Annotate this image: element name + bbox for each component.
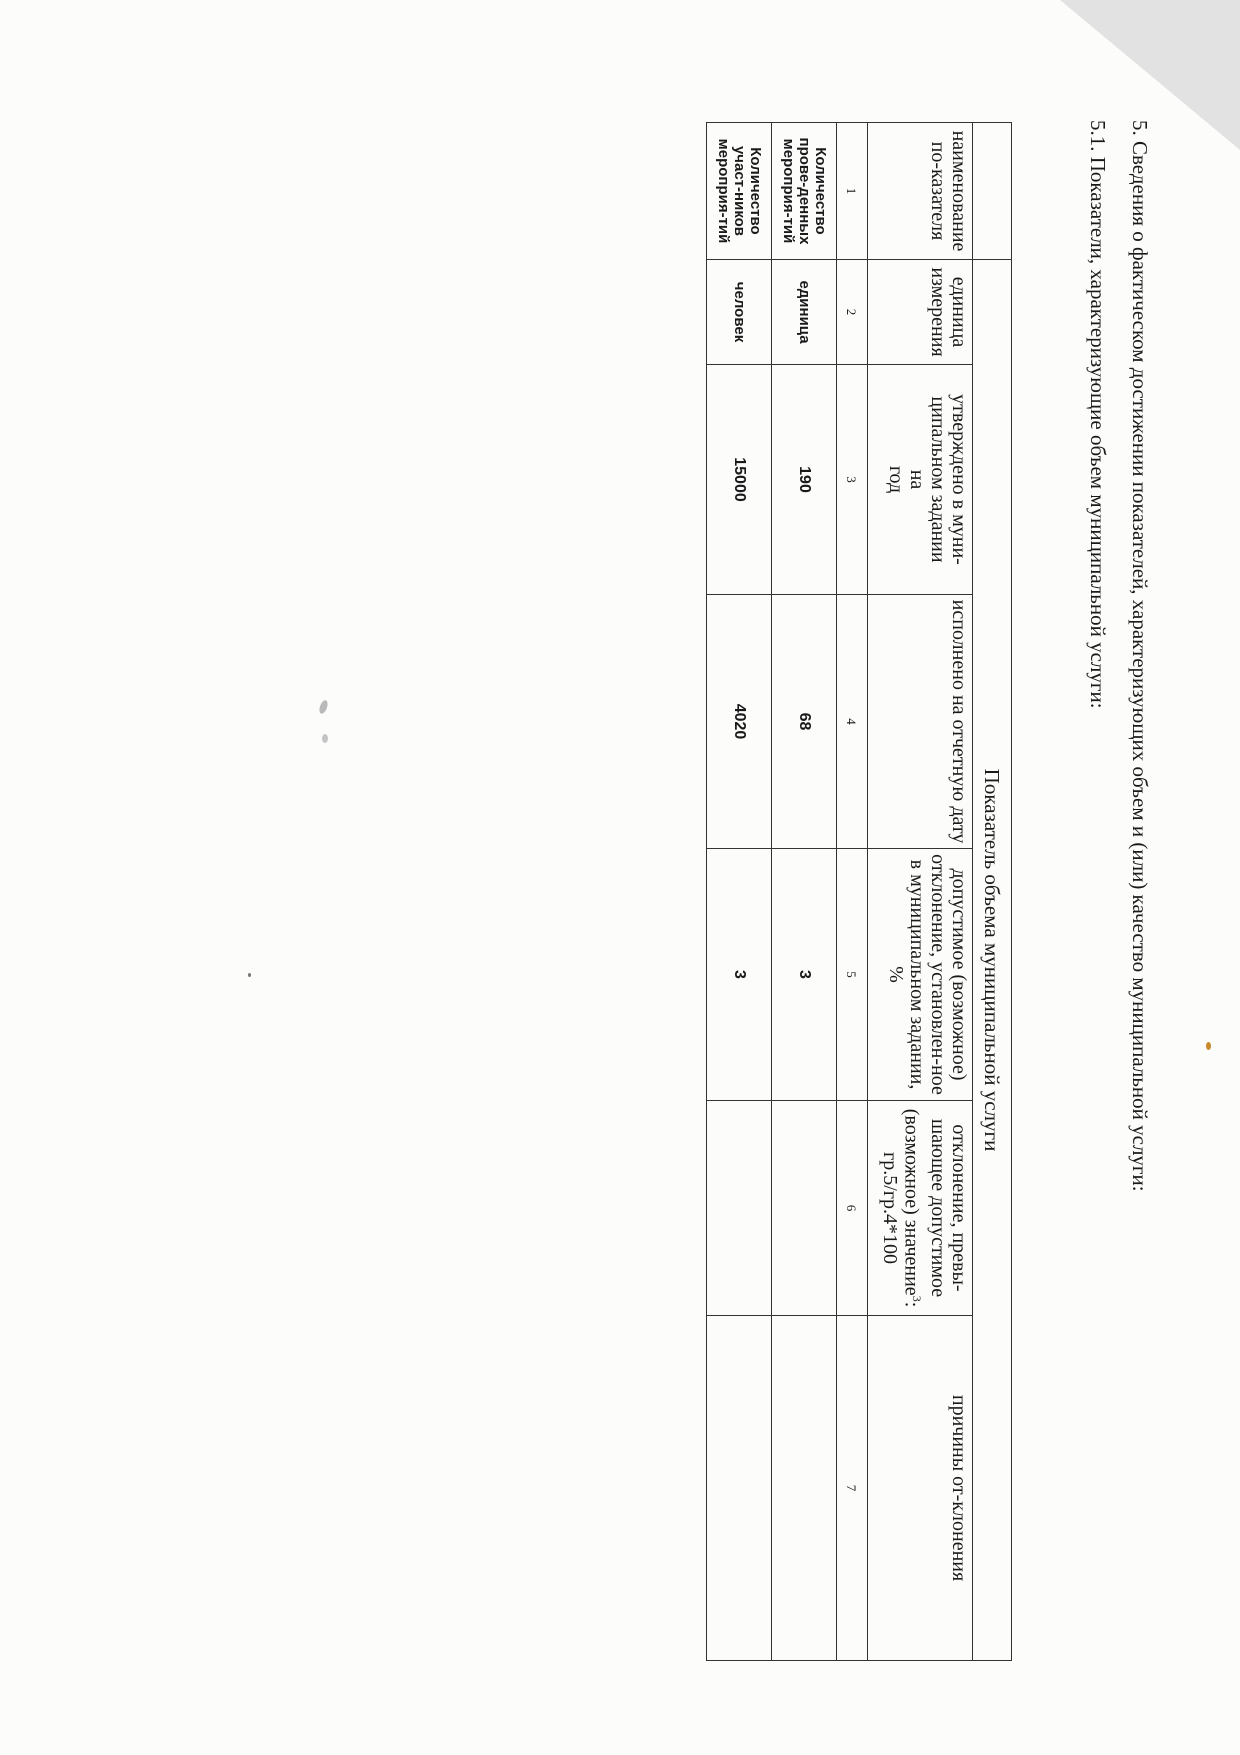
- cell-allowed-deviation: 3: [707, 849, 772, 1101]
- volume-indicators-table: [706, 122, 1012, 1661]
- header-exceeding-colon: :: [900, 1301, 923, 1308]
- footnote-marker: 3: [910, 1295, 924, 1302]
- cell-exceeding-deviation: [707, 1101, 772, 1316]
- cell-approved: 15000: [707, 365, 772, 595]
- header-reasons: причины от-клонения: [868, 1316, 973, 1661]
- column-number: 5: [837, 849, 868, 1101]
- header-executed: исполнено на отчетную дату: [868, 595, 973, 849]
- column-number: 7: [837, 1316, 868, 1661]
- table-row: [772, 123, 837, 1661]
- cell-reasons: [772, 1316, 837, 1661]
- header-approved-line1: утверждено в муни-ципальном задании: [927, 394, 970, 565]
- header-allowed-deviation: допустимое (возможное) отклонение, установлен-ное в муниципальном задании, %: [868, 849, 973, 1101]
- column-number: 3: [837, 365, 868, 595]
- cell-indicator-name: Количество прове-денных мероприя-тий: [772, 123, 837, 260]
- table-row: [707, 123, 772, 1661]
- header-exceeding-formula: гр.5/гр.4*100: [879, 1152, 902, 1264]
- table-title: Показатель объема муниципальной услуги: [973, 260, 1012, 1661]
- header-unit: единица измерения: [868, 260, 973, 365]
- cell-indicator-name: Количество участ-ников мероприя-тий: [707, 123, 772, 260]
- cell-unit: человек: [707, 260, 772, 365]
- header-exceeding-deviation: [868, 1101, 973, 1316]
- table-title-spacer: [973, 123, 1012, 260]
- column-number: 2: [837, 260, 868, 365]
- section-heading: 5. Сведения о фактическом достижении показателей, характеризующих объем и (или) качество муниципальной услуги:: [1128, 120, 1152, 1192]
- header-indicator-name: наименование по-казателя: [868, 123, 973, 260]
- cell-reasons: [707, 1316, 772, 1661]
- column-number: 6: [837, 1101, 868, 1316]
- column-number: 4: [837, 595, 868, 849]
- cell-allowed-deviation: 3: [772, 849, 837, 1101]
- cell-exceeding-deviation: [772, 1101, 837, 1316]
- header-exceeding-text: отклонение, превы-шающее допустимое (возможное) значение: [900, 1108, 970, 1298]
- cell-approved: 190: [772, 365, 837, 595]
- subsection-heading: 5.1. Показатели, характеризующие объем муниципальной услуги:: [1086, 120, 1110, 709]
- cell-unit: единица: [772, 260, 837, 365]
- cell-executed: 4020: [707, 595, 772, 849]
- header-approved-line2: на: [906, 469, 928, 490]
- column-number: 1: [837, 123, 868, 260]
- cell-executed: 68: [772, 595, 837, 849]
- header-approved-line3: год: [885, 465, 907, 494]
- header-approved: [868, 365, 973, 595]
